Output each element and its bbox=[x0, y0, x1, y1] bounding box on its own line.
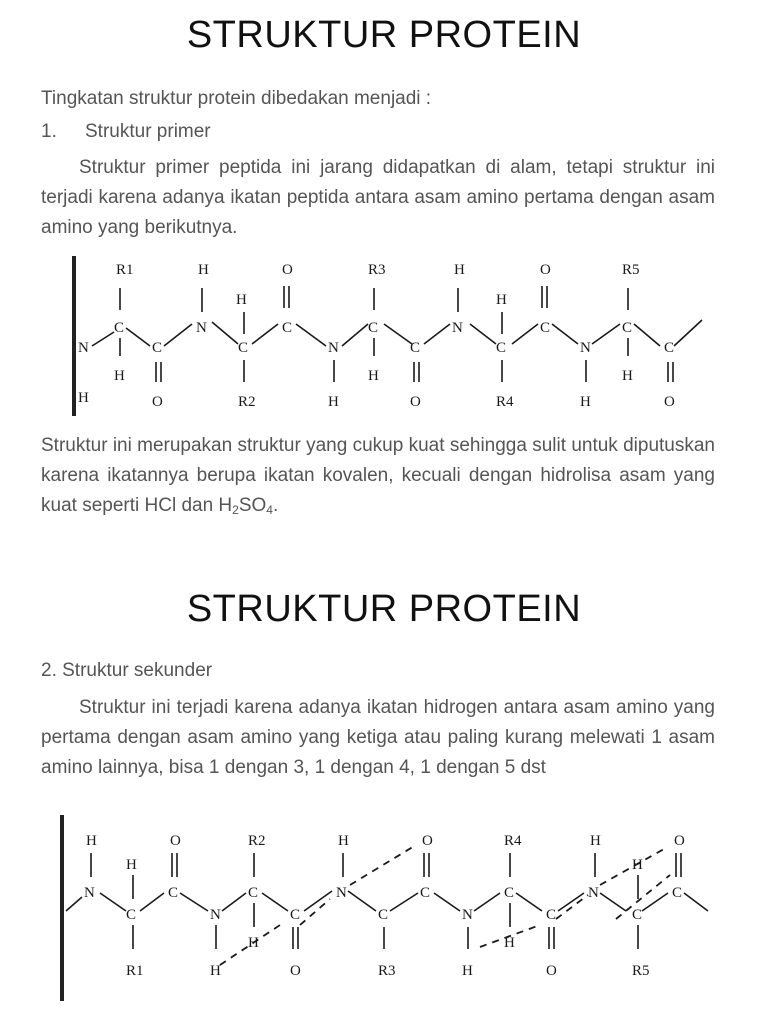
slide-title: STRUKTUR PROTEIN bbox=[186, 14, 582, 56]
r5-label: R5 bbox=[632, 963, 650, 979]
carbonyl-carbon: C bbox=[282, 320, 293, 336]
primary-structure-diagram bbox=[72, 252, 712, 422]
h-label: H bbox=[114, 368, 125, 384]
n-label: N bbox=[462, 907, 473, 923]
carbonyl-carbon: C bbox=[290, 907, 301, 923]
n-label: N bbox=[588, 885, 599, 901]
h-label: H bbox=[126, 857, 137, 873]
o-label: O bbox=[674, 833, 685, 849]
alpha-carbon-4: C bbox=[496, 340, 507, 356]
o-label: O bbox=[540, 262, 551, 278]
h-label: H bbox=[86, 833, 97, 849]
r3-label: R3 bbox=[378, 963, 396, 979]
slide-title: STRUKTUR PROTEIN bbox=[186, 588, 582, 630]
n-label: N bbox=[336, 885, 347, 901]
h-label: H bbox=[368, 368, 379, 384]
list-item-label: Struktur primer bbox=[85, 121, 211, 142]
terminal-n-label: N bbox=[78, 340, 89, 356]
alpha-carbon-4: C bbox=[504, 885, 515, 901]
carbonyl-carbon: C bbox=[168, 885, 179, 901]
h-label: H bbox=[248, 935, 259, 951]
o-label: O bbox=[290, 963, 301, 979]
o-label: O bbox=[546, 963, 557, 979]
carbonyl-carbon: C bbox=[672, 885, 683, 901]
h-label: H bbox=[580, 394, 591, 410]
r1-label: R1 bbox=[116, 262, 134, 278]
n-label: N bbox=[328, 340, 339, 356]
list-item-number: 1. bbox=[41, 121, 57, 142]
carbonyl-carbon: C bbox=[152, 340, 163, 356]
r5-label: R5 bbox=[622, 262, 640, 278]
alpha-carbon-5: C bbox=[622, 320, 633, 336]
h-label: H bbox=[622, 368, 633, 384]
n-label: N bbox=[580, 340, 591, 356]
h-label: H bbox=[632, 857, 643, 873]
carbonyl-carbon: C bbox=[410, 340, 421, 356]
slide-secondary-structure bbox=[0, 572, 768, 1024]
alpha-carbon-2: C bbox=[238, 340, 249, 356]
secondary-structure-diagram bbox=[60, 815, 720, 1005]
h-label: H bbox=[454, 262, 465, 278]
o-label: O bbox=[152, 394, 163, 410]
primary-paragraph: Struktur primer peptida ini jarang didapatkan di alam, tetapi struktur ini terjadi karena adanya ikatan peptida antara asam amino pertama dengan asam amino yang berikutnya. bbox=[41, 157, 715, 238]
carbonyl-carbon: C bbox=[546, 907, 557, 923]
h-label: H bbox=[198, 262, 209, 278]
intro-text: Tingkatan struktur protein dibedakan menjadi : bbox=[41, 88, 432, 109]
carbonyl-carbon: C bbox=[540, 320, 551, 336]
r1-label: R1 bbox=[126, 963, 144, 979]
alpha-carbon-1: C bbox=[114, 320, 125, 336]
alpha-carbon-3: C bbox=[368, 320, 379, 336]
o-label: O bbox=[170, 833, 181, 849]
o-label: O bbox=[422, 833, 433, 849]
o-label: O bbox=[410, 394, 421, 410]
alpha-carbon-3: C bbox=[378, 907, 389, 923]
list-item-secondary: 2. Struktur sekunder bbox=[41, 660, 213, 681]
covalent-paragraph: Struktur ini merupakan struktur yang cukup kuat sehingga sulit untuk diputuskan karena ikatannya berupa ikatan kovalen, kecuali dengan hidrolisa asam yang kuat seperti HCl dan $H_2SO_4$. bbox=[41, 435, 715, 517]
n-label: N bbox=[196, 320, 207, 336]
o-label: O bbox=[664, 394, 675, 410]
h-label: H bbox=[328, 394, 339, 410]
r3-label: R3 bbox=[368, 262, 386, 278]
r2-label: R2 bbox=[248, 833, 266, 849]
h-label: H bbox=[236, 292, 247, 308]
r4-label: R4 bbox=[496, 394, 514, 410]
o-label: O bbox=[282, 262, 293, 278]
n-label: N bbox=[210, 907, 221, 923]
alpha-carbon-2: C bbox=[248, 885, 259, 901]
r4-label: R4 bbox=[504, 833, 522, 849]
carbonyl-carbon: C bbox=[664, 340, 675, 356]
h-label: H bbox=[496, 292, 507, 308]
secondary-paragraph: Struktur ini terjadi karena adanya ikatan hidrogen antara asam amino yang pertama dengan asam amino yang ketiga atau paling kurang melewati 1 asam amino lainnya, bisa 1 dengan 3, 1 dengan 4, 1 dengan 5 dst bbox=[41, 697, 715, 778]
h-label: H bbox=[338, 833, 349, 849]
terminal-h-label: H bbox=[78, 390, 89, 406]
alpha-carbon-1: C bbox=[126, 907, 137, 923]
h-label: H bbox=[504, 935, 515, 951]
alpha-carbon-5: C bbox=[632, 907, 643, 923]
hydrogen-bonds bbox=[220, 845, 670, 965]
list-item-primary bbox=[41, 121, 211, 143]
carbonyl-carbon: C bbox=[420, 885, 431, 901]
h-label: H bbox=[210, 963, 221, 979]
h-label: H bbox=[590, 833, 601, 849]
n-label: N bbox=[84, 885, 95, 901]
n-label: N bbox=[452, 320, 463, 336]
r2-label: R2 bbox=[238, 394, 256, 410]
h-label: H bbox=[462, 963, 473, 979]
